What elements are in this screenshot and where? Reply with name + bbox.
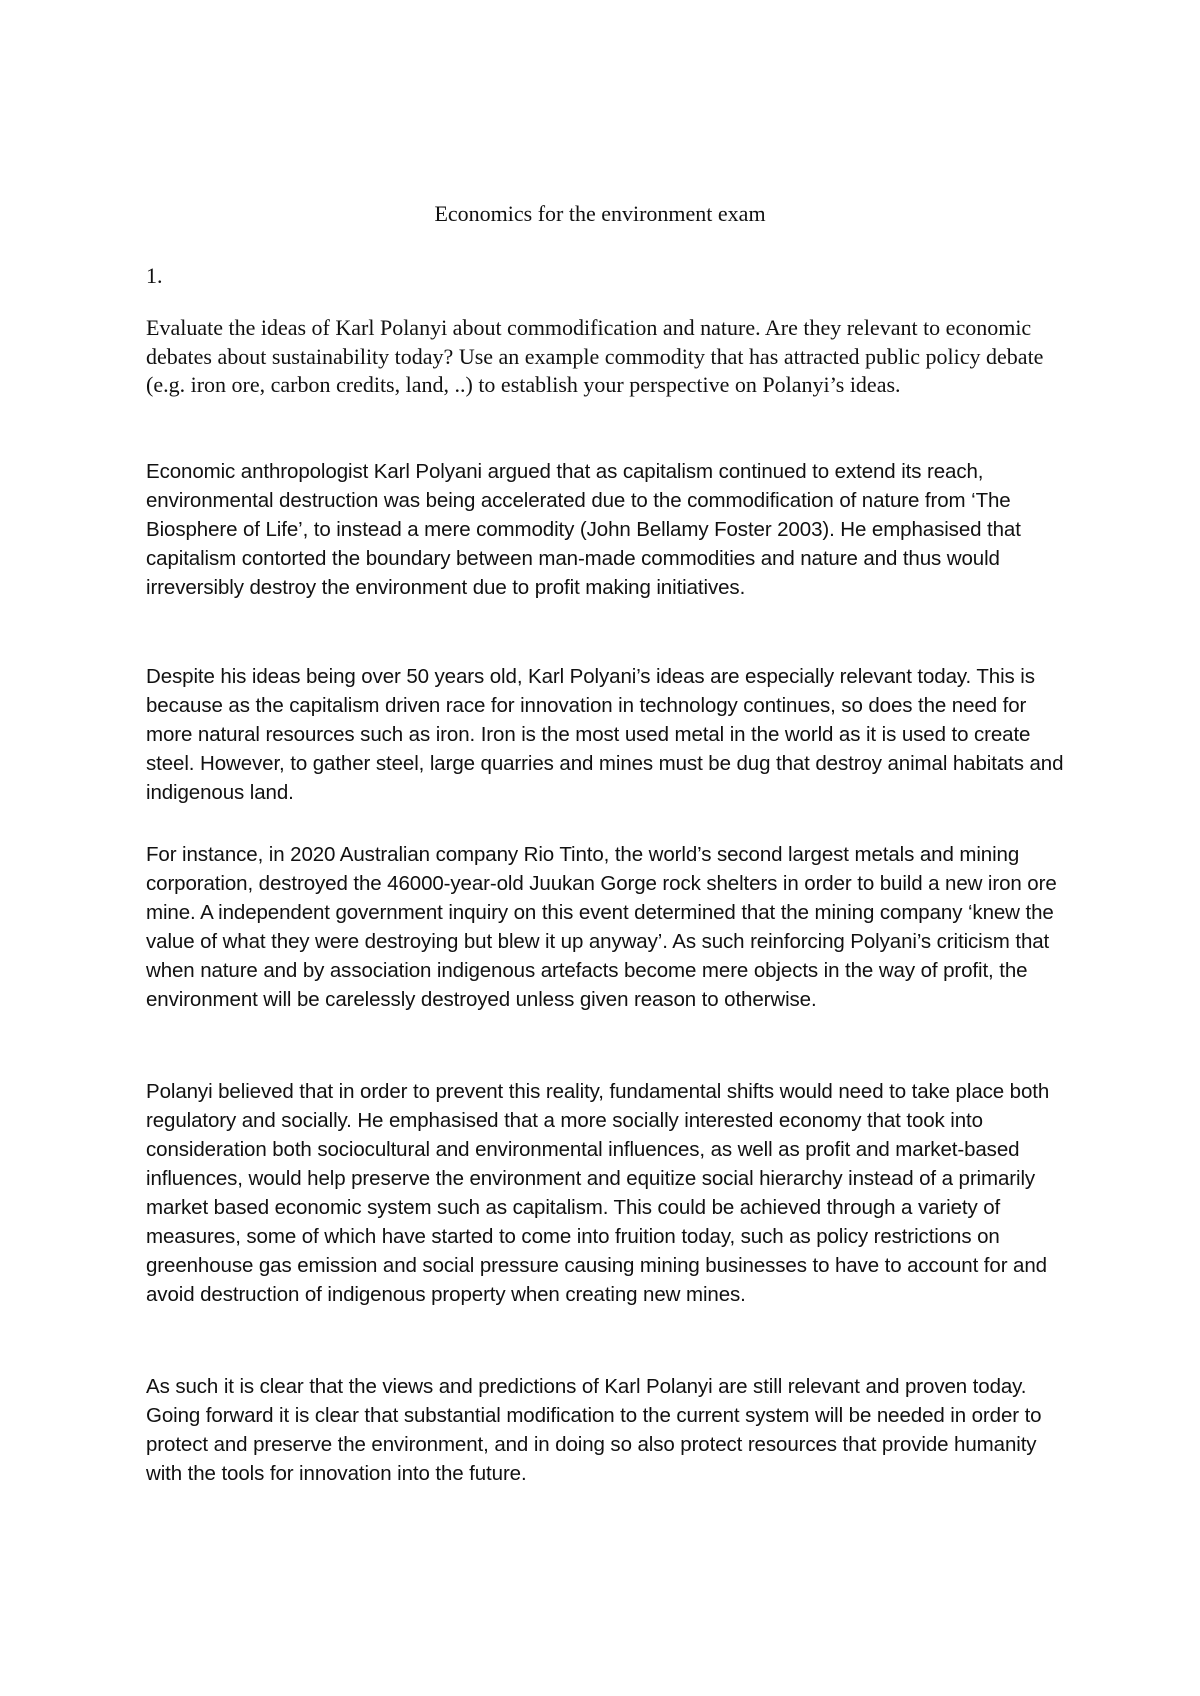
question-number: 1. — [146, 263, 163, 288]
answer-paragraph-1: Economic anthropologist Karl Polyani argued that as capitalism continued to extend its reach, environmental destruction was being accelerated due to the commodification of nature from ‘The Biosphere of Life’, to instead a mere commodity (John Bellamy Foster 2003). He emphasised that capitalism contorted the boundary between man-made commodities and nature and thus would irreversibly destroy the environment due to profit making initiatives. — [146, 460, 1021, 599]
document-title: Economics for the environment exam — [434, 201, 766, 226]
question-prompt: Evaluate the ideas of Karl Polanyi about commodification and nature. Are they relevant to economic debates about sustainability today? Use an example commodity that has attracted public policy debate (e.g. iron ore, carbon credits, land, ..) to establish your perspective on Polanyi’s ideas. — [146, 315, 1044, 397]
answer-paragraph-5: As such it is clear that the views and predictions of Karl Polanyi are still relevant and proven today. Going forward it is clear that substantial modification to the current system will be needed in order to protect and preserve the environment, and in doing so also protect resources that provide humanity with the tools for innovation into the future. — [146, 1375, 1042, 1485]
answer-paragraph-3: For instance, in 2020 Australian company Rio Tinto, the world’s second largest metals and mining corporation, destroyed the 46000-year-old Juukan Gorge rock shelters in order to build a new iron ore mine. A independent government inquiry on this event determined that the mining company ‘knew the value of what they were destroying but blew it up anyway’. As such reinforcing Polyani’s criticism that when nature and by association indigenous artefacts become mere objects in the way of profit, the environment will be carelessly destroyed unless given reason to otherwise. — [146, 843, 1057, 1011]
answer-paragraph-2: Despite his ideas being over 50 years old, Karl Polyani’s ideas are especially relevant today. This is because as the capitalism driven race for innovation in technology continues, so does the need for more natural resources such as iron. Iron is the most used metal in the world as it is used to create steel. However, to gather steel, large quarries and mines must be dug that destroy animal habitats and indigenous land. — [146, 665, 1064, 804]
answer-paragraph-4: Polanyi believed that in order to prevent this reality, fundamental shifts would need to take place both regulatory and socially. He emphasised that a more socially interested economy that took into consideration both sociocultural and environmental influences, as well as profit and market-based influences, would help preserve the environment and equitize social hierarchy instead of a primarily market based economic system such as capitalism. This could be achieved through a variety of measures, some of which have started to come into fruition today, such as policy restrictions on greenhouse gas emission and social pressure causing mining businesses to have to account for and avoid destruction of indigenous property when creating new mines. — [146, 1080, 1050, 1306]
